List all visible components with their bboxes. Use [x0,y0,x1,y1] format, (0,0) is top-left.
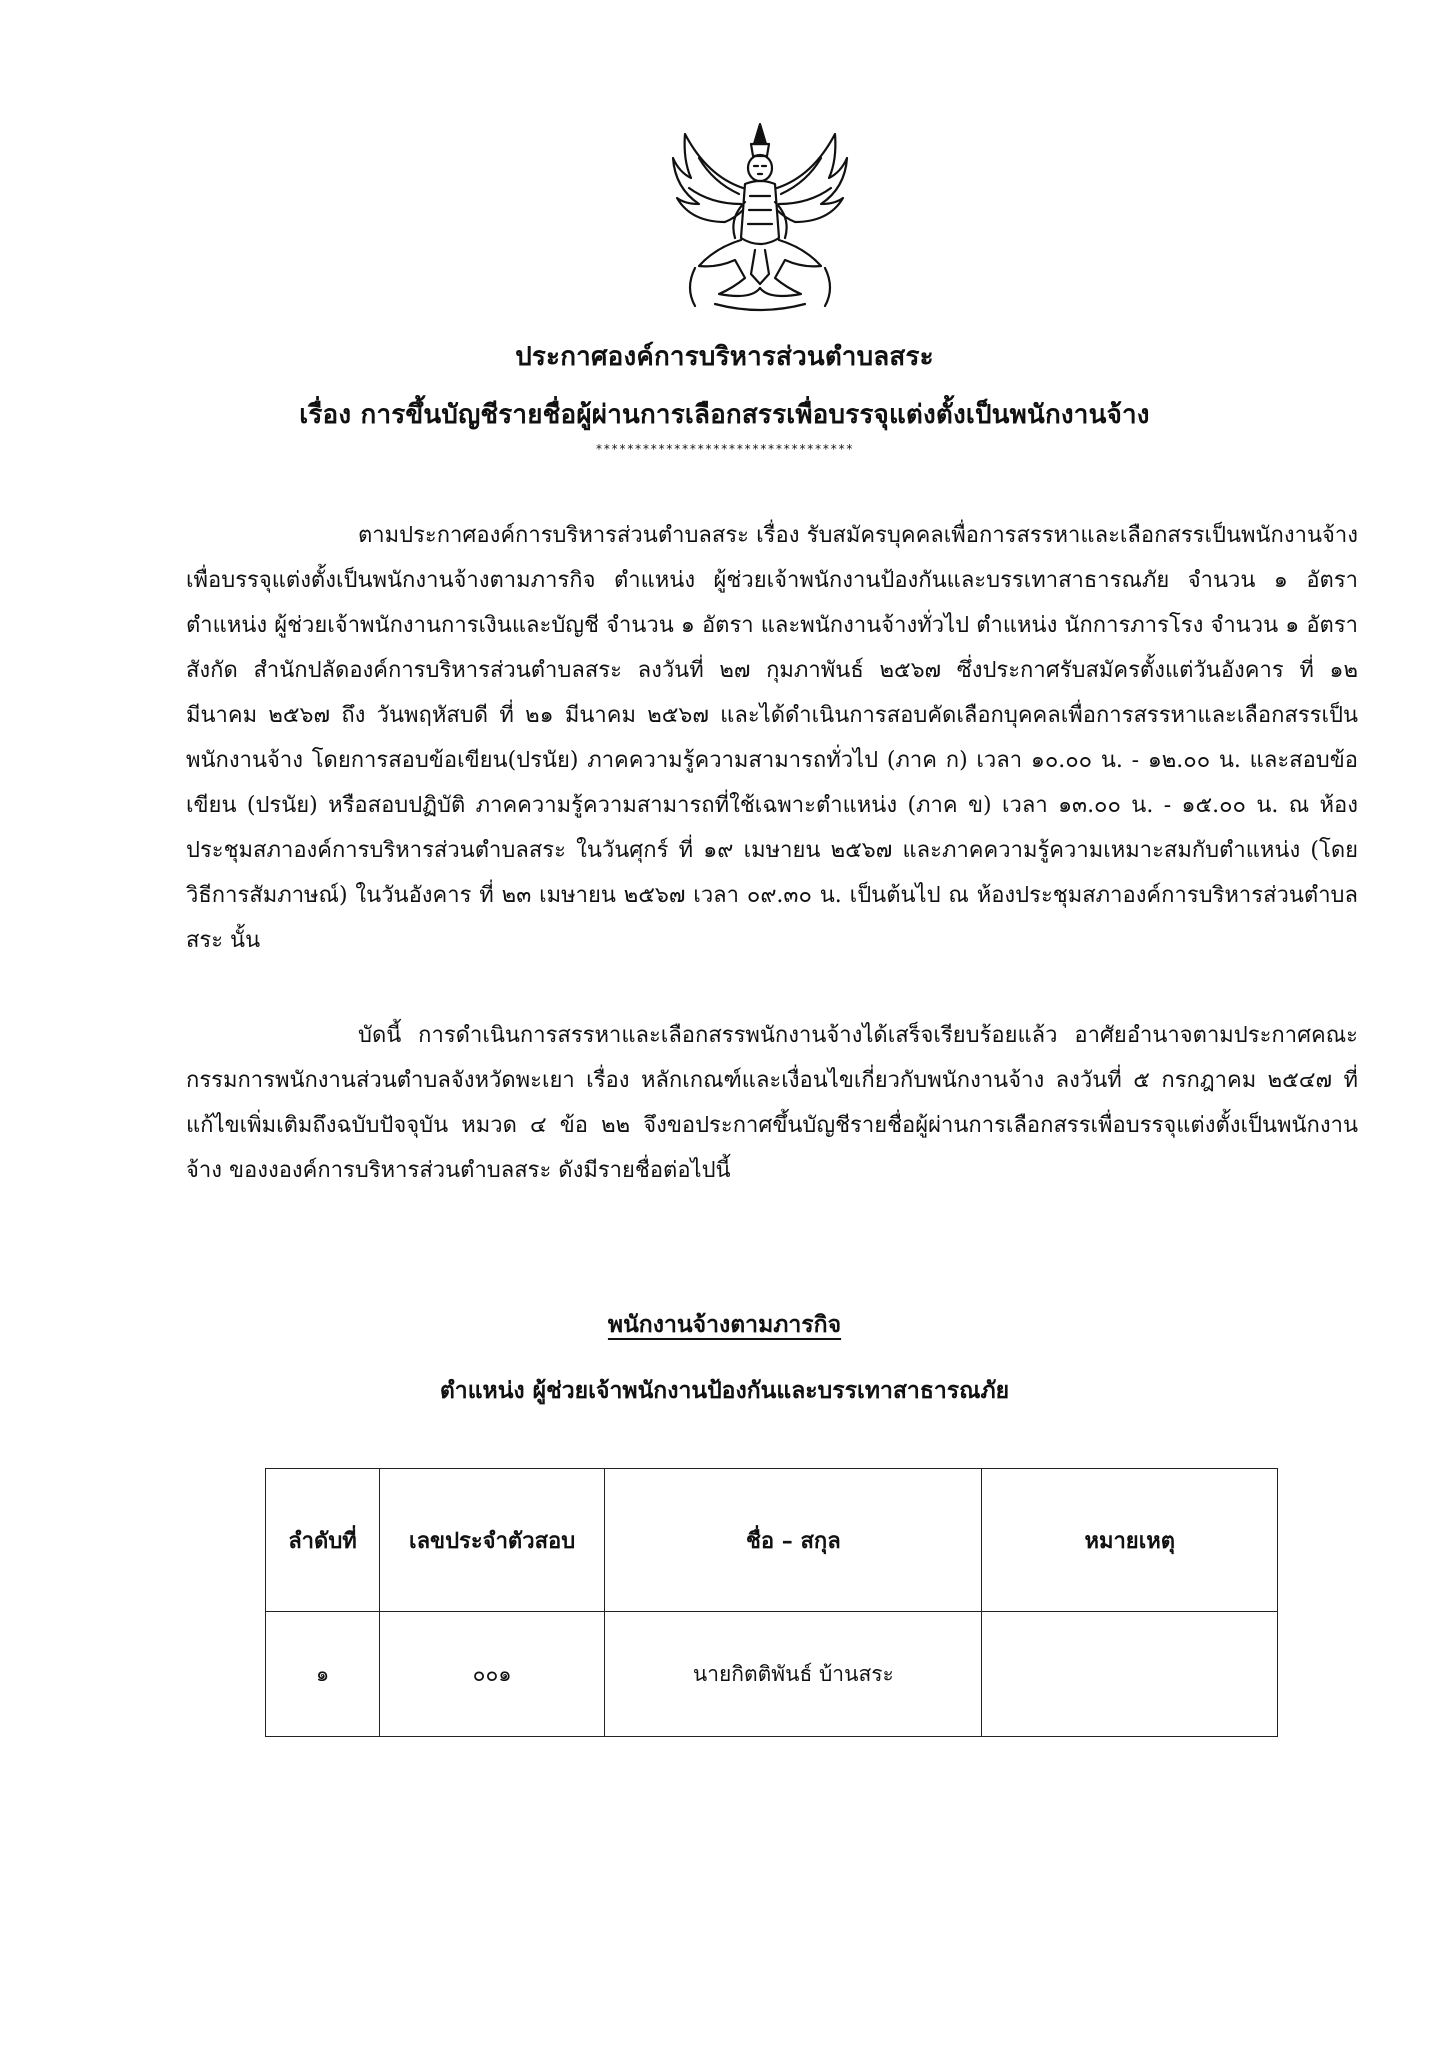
column-header-remark: หมายเหตุ [982,1469,1278,1612]
position-title: ตำแหน่ง ผู้ช่วยเจ้าพนักงานป้องกันและบรรเทาสาธารณภัย [439,1377,1010,1404]
body-paragraph-2: บัดนี้ การดำเนินการสรรหาและเลือกสรรพนักงานจ้างได้เสร็จเรียบร้อยแล้ว อาศัยอำนาจตามประกาศคณะกรรมการพนักงานส่วนตำบลจังหวัดพะเยา เรื่อง หลักเกณฑ์และเงื่อนไขเกี่ยวกับพนักงานจ้าง ลงวันที่ ๕ กรกฎาคม ๒๕๔๗ ที่แก้ไขเพิ่มเติมถึงฉบับปัจจุบัน หมวด ๔ ข้อ ๒๒ จึงขอประกาศขึ้นบัญชีรายชื่อผู้ผ่านการเลือกสรรเพื่อบรรจุแต่งตั้งเป็นพนักงานจ้าง ของงองค์การบริหารส่วนตำบลสระ ดังมีรายชื่อต่อไปนี้ [186,1023,1358,1183]
column-header-order: ลำดับที่ [266,1469,380,1612]
garuda-emblem-icon [655,118,865,318]
column-header-name: ชื่อ – สกุล [605,1469,982,1612]
cell-name: นายกิตติพันธ์ บ้านสระ [605,1612,982,1737]
results-table [265,1468,1278,1737]
cell-remark [982,1612,1278,1737]
announcement-title: ประกาศองค์การบริหารส่วนตำบลสระ [515,342,934,372]
separator-stars: ********************************* [595,442,854,456]
table-row [266,1612,1278,1737]
column-header-exam-id: เลขประจำตัวสอบ [380,1469,605,1612]
table-header-row [266,1469,1278,1612]
cell-exam-id: ๐๐๑ [380,1612,605,1737]
employee-category-title: พนักงานจ้างตามภารกิจ [607,1311,842,1338]
body-paragraph-1: ตามประกาศองค์การบริหารส่วนตำบลสระ เรื่อง รับสมัครบุคคลเพื่อการสรรหาและเลือกสรรเป็นพนักงานจ้าง เพื่อบรรจุแต่งตั้งเป็นพนักงานจ้างตามภารกิจ ตำแหน่ง ผู้ช่วยเจ้าพนักงานป้องกันและบรรเทาสาธารณภัย จำนวน ๑ อัตรา ตำแหน่ง ผู้ช่วยเจ้าพนักงานการเงินและบัญชี จำนวน ๑ อัตรา และพนักงานจ้างทั่วไป ตำแหน่ง นักการภารโรง จำนวน ๑ อัตรา สังกัด สำนักปลัดองค์การบริหารส่วนตำบลสระ ลงวันที่ ๒๗ กุมภาพันธ์ ๒๕๖๗ ซึ่งประกาศรับสมัครตั้งแต่วันอังคาร ที่ ๑๒ มีนาคม ๒๕๖๗ ถึง วันพฤหัสบดี ที่ ๒๑ มีนาคม ๒๕๖๗ และได้ดำเนินการสอบคัดเลือกบุคคลเพื่อการสรรหาและเลือกสรรเป็นพนักงานจ้าง โดยการสอบข้อเขียน(ปรนัย) ภาคความรู้ความสามารถทั่วไป (ภาค ก) เวลา ๑๐.๐๐ น. - ๑๒.๐๐ น. และสอบข้อเขียน (ปรนัย) หรือสอบปฏิบัติ ภาคความรู้ความสามารถที่ใช้เฉพาะตำแหน่ง (ภาค ข) เวลา ๑๓.๐๐ น. - ๑๕.๐๐ น. ณ ห้องประชุมสภาองค์การบริหารส่วนตำบลสระ ในวันศุกร์ ที่ ๑๙ เมษายน ๒๕๖๗ และภาคความรู้ความเหมาะสมกับตำแหน่ง (โดยวิธีการสัมภาษณ์) ในวันอังคาร ที่ ๒๓ เมษายน ๒๕๖๗ เวลา ๐๙.๓๐ น. เป็นต้นไป ณ ห้องประชุมสภาองค์การบริหารส่วนตำบลสระ นั้น [186,523,1358,953]
cell-order: ๑ [266,1612,380,1737]
announcement-subject: เรื่อง การขึ้นบัญชีรายชื่อผู้ผ่านการเลือกสรรเพื่อบรรจุแต่งตั้งเป็นพนักงานจ้าง [299,400,1150,430]
